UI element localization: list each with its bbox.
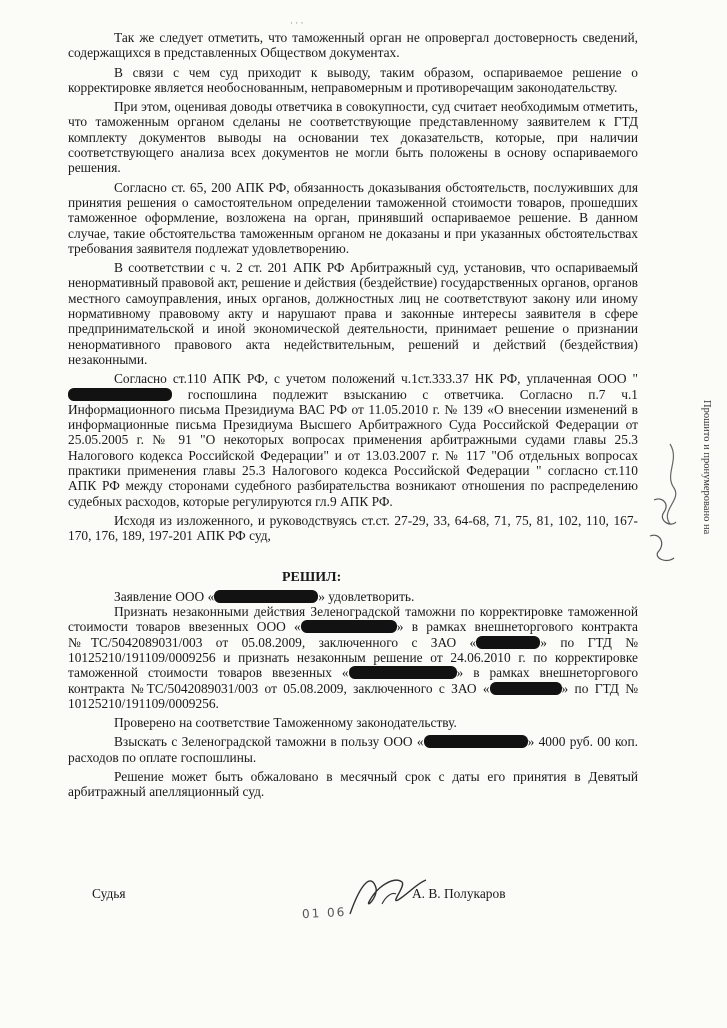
signature-label: Судья bbox=[92, 886, 126, 901]
paragraph-3: При этом, оценивая доводы ответчика в совокупности, суд считает необходимым отметить, что таможенным органом сделаны не соответствующие представленному заявителем к ГТД комплекту документов выводы на основании тех доказательств, которые, при наличии соответствующего анализа всех документов не могли быть положены в основу оспариваемого решения. bbox=[68, 99, 638, 176]
paragraph-2: В связи с чем суд приходит к выводу, таким образом, оспариваемое решение о корректировке является необоснованным, неправомерным и противоречащим законодательству. bbox=[68, 64, 638, 95]
redaction-block bbox=[301, 620, 397, 633]
redaction-block bbox=[424, 735, 528, 748]
r2-part-b: » в рамках внешнеторгового контракта №ТС/5042089031/003 от 05.08.2009, заключенного с ЗАО « bbox=[68, 619, 638, 650]
handwritten-date: 01 06 bbox=[301, 904, 347, 922]
resolution-4 bbox=[68, 734, 638, 765]
margin-handwriting-icon bbox=[640, 440, 696, 570]
resolution-5: Решение может быть обжаловано в месячный срок с даты его принятия в Девятый арбитражный апелляционный суд. bbox=[68, 769, 638, 800]
resolution-1 bbox=[68, 589, 638, 604]
r1-part-a: Заявление ООО « bbox=[114, 588, 215, 604]
r2-part-d: » в рамках внешнеторгового контракта №ТС/5042089031/003 от 05.08.2009, заключенного с ЗАО « bbox=[68, 665, 639, 696]
resolution-3: Проверено на соответствие Таможенному законодательству. bbox=[114, 715, 457, 731]
resolution-2 bbox=[68, 604, 638, 711]
paragraph-4: Согласно ст. 65, 200 АПК РФ, обязанность доказывания обстоятельств, послуживших для принятия решения о самостоятельном определении таможенной стоимости товаров, прошедших таможенное оформление, возложена на орган, принявший оспариваемое решение. В данном случае, такие обстоятельства таможенным органом не доказаны и при указанных обстоятельствах требования заявителя подлежат удовлетворению. bbox=[68, 179, 638, 256]
redaction-block bbox=[68, 388, 172, 401]
r2-part-e: » по ГТД № 10125210/191109/0009256. bbox=[68, 680, 638, 711]
document-body bbox=[68, 30, 638, 800]
p6-part-a: Согласно ст.110 АПК РФ, с учетом положений ч.1ст.333.37 НК РФ, уплаченная ООО " bbox=[114, 371, 638, 387]
redaction-block bbox=[349, 666, 457, 679]
margin-stamp-text: Прошито и пронумеровано на bbox=[701, 400, 712, 535]
r2-part-c: » по ГТД № 10125210/191109/0009256 и признать незаконным решение от 24.06.2010 г. по корректировке таможенной стоимости товаров ввезенных « bbox=[68, 634, 638, 681]
paragraph-6 bbox=[68, 371, 638, 509]
redaction-block bbox=[214, 590, 318, 603]
paragraph-7: Исходя из изложенного, и руководствуясь ст.ст. 27-29, 33, 64-68, 71, 75, 81, 102, 110, 167-170, 176, 189, 197-201 АПК РФ суд, bbox=[68, 512, 638, 544]
decision-heading: РЕШИЛ: bbox=[282, 569, 342, 585]
p6-part-b: госпошлина подлежит взысканию с ответчика. Согласно п.7 ч.1 Информационного письма Президиума ВАС РФ от 11.05.2010 г. № 139 «О внесении изменений в информационные письма Президиума Высшего Арбитражного Суда Российской Федерации от 25.05.2005 г. № 91 "О некоторых вопросах применения арбитражными судами главы 25.3 Налогового кодекса Российской Федерации" и от 13.03.2007 г. № 117 "Об отдельных вопросах практики применения главы 25.3 Налогового кодекса Российской Федерации " согласно ст.110 АПК РФ между сторонами судебного разбирательства возникают отношения по распределению судебных расходов, которые регулируются гл.9 АПК РФ. bbox=[68, 386, 638, 509]
paragraph-5: В соответствии с ч. 2 ст. 201 АПК РФ Арбитражный суд, установив, что оспариваемый ненормативный правовой акт, решение и действия (бездействие) государственных органов, органов местного самоуправления, иных органов, должностных лиц не соответствуют закону или иному нормативному правовому акту и нарушают права и законные интересы заявителя в сфере предпринимательской и иной экономической деятельности, принимает решение о признании ненормативного правового акта недействительным, решений и действий (бездействия) незаконными. bbox=[68, 260, 638, 367]
r4-part-a: Взыскать с Зеленоградской таможни в пользу ООО « bbox=[114, 734, 424, 750]
margin-stamp bbox=[694, 400, 727, 610]
r1-part-b: » удовлетворить. bbox=[318, 588, 415, 604]
scan-speck: · · · bbox=[290, 18, 304, 28]
redaction-block bbox=[476, 636, 540, 649]
paragraph-1: Так же следует отметить, что таможенный орган не опровергал достоверность сведений, содержащихся в представленных Обществом документах. bbox=[68, 30, 638, 61]
r4-part-b: » 4000 руб. 00 коп. расходов по оплате госпошлины. bbox=[68, 734, 638, 765]
signature-name: А. В. Полукаров bbox=[412, 886, 506, 901]
redaction-block bbox=[490, 682, 562, 695]
r2-part-a: Признать незаконными действия Зеленоградской таможни по корректировке таможенной стоимости товаров ввезенных ООО « bbox=[68, 604, 638, 635]
